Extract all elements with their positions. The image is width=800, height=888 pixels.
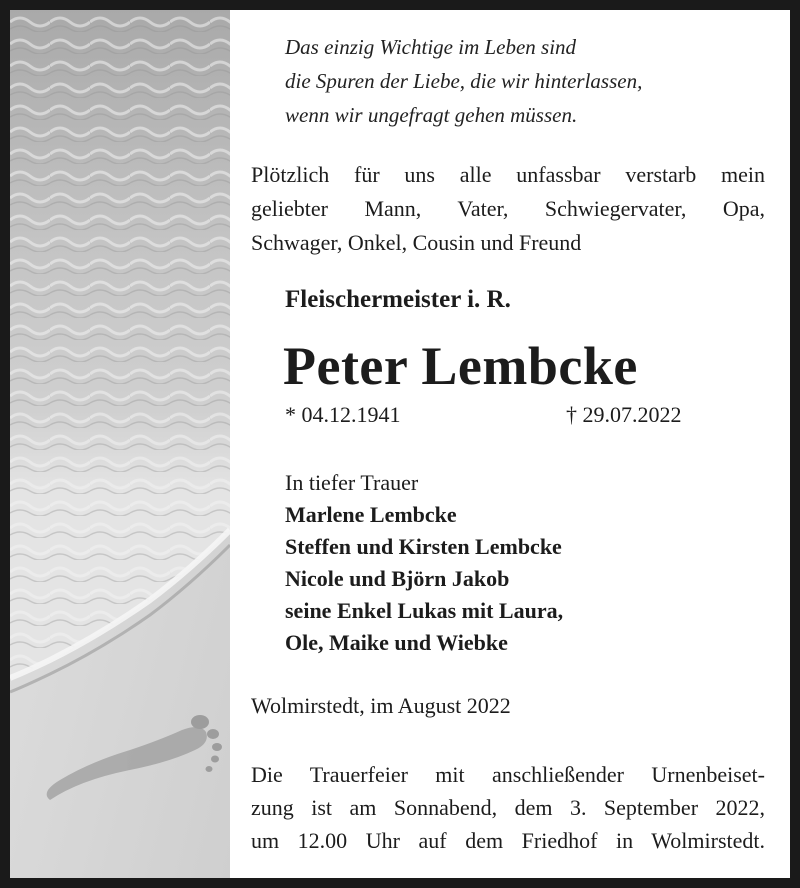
ceremony-line: zung ist am Sonnabend, dem 3. September 2022, [251, 795, 765, 820]
beach-footprint-image [10, 10, 230, 878]
ceremony-line: um 12.00 Uhr auf dem Friedhof in Wolmirstedt. [251, 828, 765, 853]
deceased-name: Peter Lembcke [283, 336, 638, 396]
announcement-text [251, 158, 765, 260]
mourner-name: Nicole und Björn Jakob [285, 566, 510, 591]
death-date: † 29.07.2022 [566, 402, 682, 427]
mourner-name: Marlene Lembcke [285, 502, 457, 527]
motto-line: Das einzig Wichtige im Leben sind [285, 35, 577, 59]
announcement-line: geliebter Mann, Vater, Schwiegervater, Opa, [251, 196, 765, 221]
ceremony-line: Die Trauerfeier mit anschließender Urnenbeiset- [251, 762, 765, 787]
deceased-title: Fleischermeister i. R. [285, 286, 511, 313]
birth-date: * 04.12.1941 [285, 402, 401, 427]
mourners-list [285, 467, 563, 659]
motto-line: wenn wir ungefragt gehen müssen. [285, 103, 578, 127]
announcement-line: Schwager, Onkel, Cousin und Freund [251, 230, 582, 255]
mourner-name: Ole, Maike und Wiebke [285, 630, 508, 655]
place-date: Wolmirstedt, im August 2022 [251, 693, 511, 718]
mourner-name: Steffen und Kirsten Lembcke [285, 534, 562, 559]
announcement-line: Plötzlich für uns alle unfassbar verstarb mein [251, 162, 765, 187]
motto-quote [285, 30, 642, 132]
mourner-name: seine Enkel Lukas mit Laura, [285, 598, 564, 623]
ceremony-info [251, 758, 765, 857]
motto-line: die Spuren der Liebe, die wir hinterlassen, [285, 69, 643, 93]
mourners-intro: In tiefer Trauer [285, 470, 419, 495]
